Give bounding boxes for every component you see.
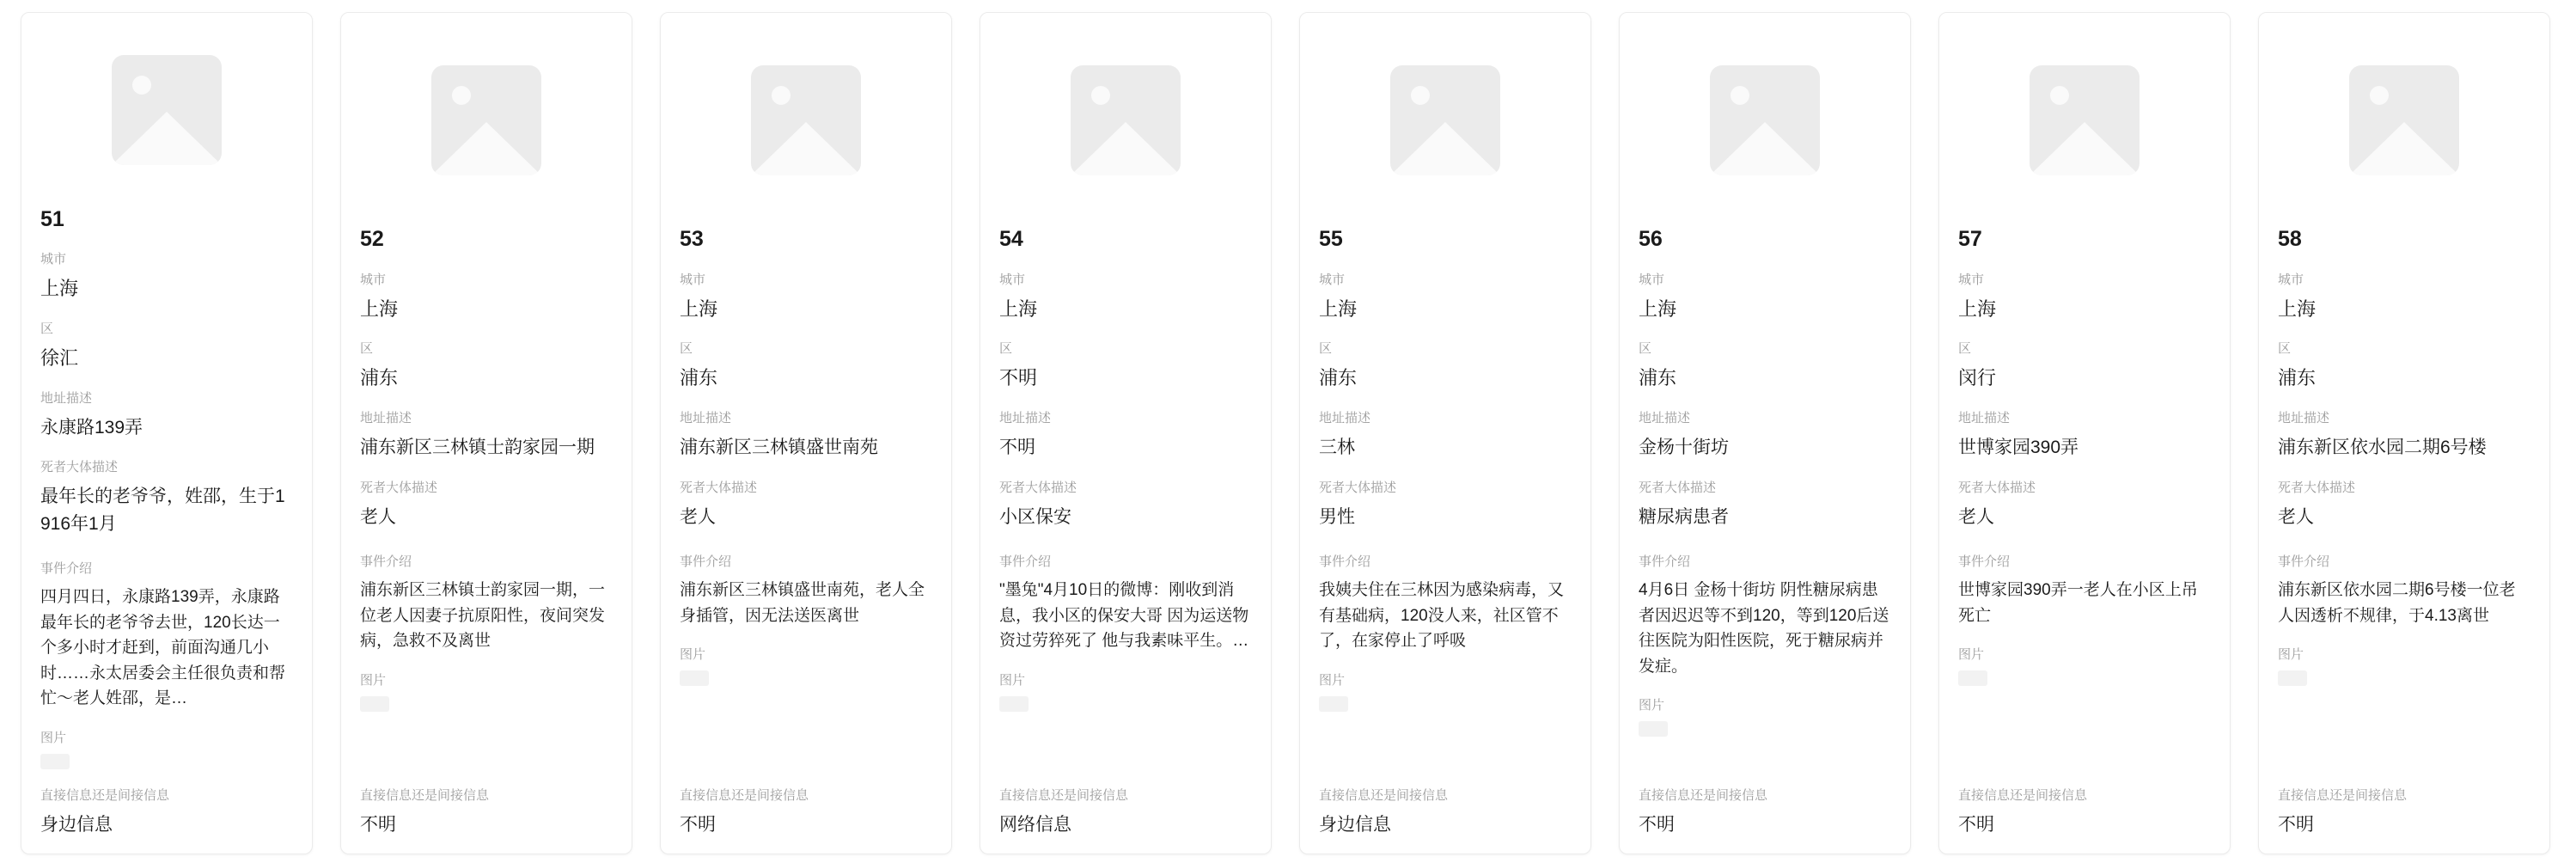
record-card-body: [1620, 228, 1910, 847]
field-label-city: 城市: [680, 272, 706, 287]
field-event-intro: [680, 553, 932, 628]
field-label-event-intro: 事件介绍: [40, 561, 93, 577]
record-id: 52: [360, 227, 384, 251]
field-value-district[interactable]: 浦东: [1639, 367, 1677, 389]
image-placeholder-icon: [112, 55, 222, 165]
record-card-55[interactable]: [1299, 12, 1591, 854]
image-mountain-shape: [1390, 122, 1500, 175]
image-mountain-shape: [112, 112, 222, 165]
field-label-body-desc: 死者大体描述: [1639, 480, 1717, 495]
field-city: [1319, 271, 1572, 323]
field-source: [1958, 786, 2211, 839]
field-label-image: 图片: [1319, 672, 1346, 688]
field-value-event-intro[interactable]: 四月四日，永康路139弄，永康路最年长的老爷爷去世，120长达一个多小时才赶到，前面沟通几小时……永太居委会主任很负责和帮忙～老人姓邵，是…: [40, 588, 286, 708]
field-district: [680, 340, 932, 392]
field-city: [999, 271, 1252, 323]
image-placeholder-icon: [431, 65, 541, 175]
field-value-district[interactable]: 浦东: [2278, 367, 2317, 389]
field-value-source[interactable]: 身边信息: [40, 814, 113, 835]
field-label-city: 城市: [1319, 272, 1346, 287]
field-value-district[interactable]: 不明: [999, 367, 1038, 389]
field-label-event-intro: 事件介绍: [1639, 554, 1691, 570]
field-event-intro: [2278, 553, 2530, 628]
field-label-image: 图片: [360, 672, 387, 688]
image-chip[interactable]: [360, 696, 389, 712]
field-label-body-desc: 死者大体描述: [999, 480, 1077, 495]
field-label-address-desc: 地址描述: [680, 411, 732, 426]
field-address-desc: [2278, 409, 2530, 462]
field-value-body-desc[interactable]: 糖尿病患者: [1639, 506, 1729, 527]
field-value-event-intro[interactable]: 浦东新区三林镇士韵家园一期，一位老人因妻子抗原阳性，夜间突发病，急救不及离世: [360, 581, 606, 651]
field-value-source[interactable]: 身边信息: [1319, 814, 1391, 835]
field-event-intro: [360, 553, 613, 653]
field-label-source: 直接信息还是间接信息: [1958, 787, 2088, 803]
field-label-body-desc: 死者大体描述: [1958, 480, 2036, 495]
record-id: 53: [680, 227, 704, 251]
image-placeholder-icon: [2349, 65, 2459, 175]
field-value-city[interactable]: 上海: [1639, 297, 1677, 320]
record-card-body: [21, 208, 312, 847]
field-address-desc: [40, 389, 293, 442]
field-value-city[interactable]: 上海: [40, 278, 79, 300]
field-label-address-desc: 地址描述: [40, 390, 93, 406]
record-id: 57: [1958, 227, 1982, 251]
field-address-desc: [360, 409, 613, 462]
record-card-body: [341, 228, 632, 847]
image-chip[interactable]: [1319, 696, 1348, 712]
field-image: [680, 646, 932, 686]
field-value-address-desc[interactable]: 浦东新区三林镇士韵家园一期: [360, 438, 595, 458]
record-card-51[interactable]: [21, 12, 313, 854]
field-value-source[interactable]: 不明: [1958, 814, 1994, 835]
record-id: 55: [1319, 227, 1343, 251]
record-card-53[interactable]: [660, 12, 952, 854]
field-label-source: 直接信息还是间接信息: [1319, 787, 1449, 803]
field-label-event-intro: 事件介绍: [680, 554, 732, 570]
field-label-image: 图片: [999, 672, 1026, 688]
field-body-desc: [360, 479, 613, 531]
field-label-city: 城市: [1639, 272, 1665, 287]
field-value-city[interactable]: 上海: [2278, 297, 2317, 320]
field-label-image: 图片: [1958, 647, 1985, 663]
field-label-district: 区: [1639, 341, 1652, 357]
field-value-event-intro[interactable]: 我姨夫住在三林因为感染病毒，又有基础病，120没人来，社区管不了，在家停止了呼吸: [1319, 581, 1565, 651]
field-label-image: 图片: [1639, 698, 1665, 713]
record-image-thumbnail[interactable]: [21, 13, 312, 208]
field-source: [680, 786, 932, 839]
field-label-source: 直接信息还是间接信息: [2278, 787, 2408, 803]
field-label-source: 直接信息还是间接信息: [360, 787, 490, 803]
field-label-image: 图片: [2278, 647, 2304, 663]
field-label-event-intro: 事件介绍: [999, 554, 1052, 570]
field-label-event-intro: 事件介绍: [1958, 554, 2011, 570]
record-id: 58: [2278, 227, 2302, 251]
field-body-desc: [40, 458, 293, 537]
field-event-intro: [1319, 553, 1572, 653]
field-image: [360, 671, 613, 712]
record-image-thumbnail[interactable]: [1620, 13, 1910, 228]
field-value-body-desc[interactable]: 老人: [1958, 506, 1994, 527]
field-image: [1958, 646, 2211, 686]
record-card-body: [980, 228, 1271, 847]
image-mountain-shape: [431, 122, 541, 175]
record-card-58[interactable]: [2258, 12, 2550, 854]
field-district: [1958, 340, 2211, 392]
field-value-source[interactable]: 不明: [360, 814, 396, 835]
field-label-source: 直接信息还是间接信息: [1639, 787, 1768, 803]
field-value-body-desc[interactable]: 老人: [360, 506, 396, 527]
field-image: [40, 729, 293, 769]
field-value-source[interactable]: 不明: [2278, 814, 2314, 835]
field-label-district: 区: [40, 321, 54, 336]
field-value-address-desc[interactable]: 浦东新区三林镇盛世南苑: [680, 438, 878, 458]
record-image-thumbnail[interactable]: [1300, 13, 1590, 228]
image-chip[interactable]: [1639, 721, 1668, 737]
field-label-city: 城市: [2278, 272, 2304, 287]
record-card-56[interactable]: [1619, 12, 1911, 854]
record-id: 54: [999, 227, 1023, 251]
field-value-event-intro[interactable]: 4月6日 金杨十街坊 阴性糖尿病患者因迟迟等不到120，等到120后送往医院为阳性医院，死于糖尿病并发症。: [1639, 581, 1889, 676]
field-value-address-desc[interactable]: 三林: [1319, 438, 1355, 458]
field-image: [1319, 671, 1572, 712]
field-label-event-intro: 事件介绍: [1319, 554, 1371, 570]
field-city: [1639, 271, 1891, 323]
image-chip[interactable]: [40, 754, 70, 769]
field-value-body-desc[interactable]: 老人: [680, 506, 716, 527]
record-id: 51: [40, 206, 64, 231]
field-district: [2278, 340, 2530, 392]
record-card-body: [1939, 228, 2230, 847]
field-value-city[interactable]: 上海: [360, 297, 399, 320]
field-label-body-desc: 死者大体描述: [360, 480, 438, 495]
field-value-event-intro[interactable]: 浦东新区三林镇盛世南苑，老人全身插管，因无法送医离世: [680, 581, 925, 625]
field-event-intro: [999, 553, 1252, 653]
field-city: [40, 250, 293, 303]
field-district: [1639, 340, 1891, 392]
field-label-district: 区: [1319, 341, 1333, 357]
field-label-address-desc: 地址描述: [999, 411, 1052, 426]
field-body-desc: [1639, 479, 1891, 531]
record-card-body: [1300, 228, 1590, 847]
image-sun-dot: [452, 86, 471, 105]
record-image-thumbnail[interactable]: [2259, 13, 2549, 228]
image-sun-dot: [1411, 86, 1430, 105]
field-value-event-intro[interactable]: 世博家园390弄一老人在小区上吊死亡: [1958, 581, 2198, 625]
field-label-district: 区: [680, 341, 693, 357]
field-body-desc: [999, 479, 1252, 531]
field-value-body-desc[interactable]: 小区保安: [999, 506, 1071, 527]
field-body-desc: [1958, 479, 2211, 531]
image-mountain-shape: [1710, 122, 1820, 175]
image-chip[interactable]: [2278, 670, 2307, 686]
record-image-thumbnail[interactable]: [980, 13, 1271, 228]
image-sun-dot: [772, 86, 791, 105]
field-label-body-desc: 死者大体描述: [2278, 480, 2356, 495]
image-sun-dot: [2370, 86, 2389, 105]
field-city: [2278, 271, 2530, 323]
field-image: [2278, 646, 2530, 686]
field-label-district: 区: [2278, 341, 2292, 357]
field-value-address-desc[interactable]: 金杨十街坊: [1639, 438, 1729, 458]
image-chip[interactable]: [1958, 670, 1987, 686]
field-label-city: 城市: [999, 272, 1026, 287]
field-image: [999, 671, 1252, 712]
image-placeholder-icon: [1710, 65, 1820, 175]
field-label-body-desc: 死者大体描述: [680, 480, 758, 495]
field-label-source: 直接信息还是间接信息: [40, 787, 170, 803]
field-value-body-desc[interactable]: 最年长的老爷爷，姓邵，生于1916年1月: [40, 487, 285, 534]
record-card-52[interactable]: [340, 12, 632, 854]
field-body-desc: [2278, 479, 2530, 531]
field-label-address-desc: 地址描述: [1958, 411, 2011, 426]
field-event-intro: [1958, 553, 2211, 628]
field-address-desc: [999, 409, 1252, 462]
field-city: [360, 271, 613, 323]
image-mountain-shape: [2349, 122, 2459, 175]
field-label-city: 城市: [40, 252, 67, 267]
image-chip[interactable]: [999, 696, 1029, 712]
field-label-address-desc: 地址描述: [1319, 411, 1371, 426]
image-placeholder-icon: [2030, 65, 2140, 175]
field-event-intro: [1639, 553, 1891, 679]
record-card-54[interactable]: [980, 12, 1272, 854]
field-value-body-desc[interactable]: 老人: [2278, 506, 2314, 527]
field-label-source: 直接信息还是间接信息: [680, 787, 809, 803]
image-placeholder-icon: [1071, 65, 1181, 175]
record-card-body: [661, 228, 951, 847]
field-address-desc: [1319, 409, 1572, 462]
field-value-address-desc[interactable]: 世博家园390弄: [1958, 438, 2079, 458]
field-body-desc: [1319, 479, 1572, 531]
field-value-city[interactable]: 上海: [1319, 297, 1358, 320]
image-mountain-shape: [2030, 122, 2140, 175]
field-label-city: 城市: [360, 272, 387, 287]
field-source: [40, 786, 293, 839]
field-label-address-desc: 地址描述: [2278, 411, 2330, 426]
field-value-city[interactable]: 上海: [999, 297, 1038, 320]
field-value-city[interactable]: 上海: [680, 297, 718, 320]
image-mountain-shape: [1071, 122, 1181, 175]
field-label-city: 城市: [1958, 272, 1985, 287]
field-value-district[interactable]: 浦东: [1319, 367, 1358, 389]
field-source: [1319, 786, 1572, 839]
field-value-district[interactable]: 闵行: [1958, 367, 1997, 389]
field-city: [1958, 271, 2211, 323]
field-value-source[interactable]: 网络信息: [999, 814, 1071, 835]
image-sun-dot: [2050, 86, 2069, 105]
field-label-address-desc: 地址描述: [1639, 411, 1691, 426]
image-placeholder-icon: [751, 65, 861, 175]
field-source: [2278, 786, 2530, 839]
field-label-district: 区: [999, 341, 1013, 357]
field-label-event-intro: 事件介绍: [2278, 554, 2330, 570]
field-value-district[interactable]: 徐汇: [40, 346, 79, 369]
image-sun-dot: [1731, 86, 1749, 105]
field-body-desc: [680, 479, 932, 531]
field-value-body-desc[interactable]: 男性: [1319, 506, 1355, 527]
field-label-district: 区: [1958, 341, 1972, 357]
field-value-city[interactable]: 上海: [1958, 297, 1997, 320]
image-mountain-shape: [751, 122, 861, 175]
field-value-source[interactable]: 不明: [680, 814, 716, 835]
field-value-event-intro[interactable]: 浦东新区依水园二期6号楼一位老人因透析不规律，于4.13离世: [2278, 581, 2516, 625]
field-value-address-desc[interactable]: 浦东新区依水园二期6号楼: [2278, 438, 2487, 458]
image-sun-dot: [132, 76, 151, 95]
field-district: [1319, 340, 1572, 392]
field-source: [360, 786, 613, 839]
field-district: [999, 340, 1252, 392]
field-district: [360, 340, 613, 392]
field-label-image: 图片: [40, 730, 67, 745]
field-source: [1639, 786, 1891, 839]
image-chip[interactable]: [680, 670, 709, 686]
field-label-source: 直接信息还是间接信息: [999, 787, 1129, 803]
field-district: [40, 320, 293, 372]
record-id: 56: [1639, 227, 1663, 251]
field-value-district[interactable]: 浦东: [680, 367, 718, 389]
field-label-body-desc: 死者大体描述: [40, 460, 119, 475]
record-card-57[interactable]: [1938, 12, 2231, 854]
field-label-district: 区: [360, 341, 374, 357]
record-image-thumbnail[interactable]: [341, 13, 632, 228]
field-value-district[interactable]: 浦东: [360, 367, 399, 389]
record-image-thumbnail[interactable]: [661, 13, 951, 228]
field-value-address-desc[interactable]: 永康路139弄: [40, 417, 143, 438]
image-placeholder-icon: [1390, 65, 1500, 175]
field-address-desc: [1639, 409, 1891, 462]
image-sun-dot: [1091, 86, 1110, 105]
field-source: [999, 786, 1252, 839]
field-label-event-intro: 事件介绍: [360, 554, 412, 570]
field-event-intro: [40, 560, 293, 711]
field-label-image: 图片: [680, 647, 706, 663]
field-value-event-intro[interactable]: "墨兔"4月10日的微博：刚收到消息，我小区的保安大哥 因为运送物资过劳猝死了 他与我素味平生。…: [999, 581, 1249, 651]
field-label-address-desc: 地址描述: [360, 411, 412, 426]
record-card-body: [2259, 228, 2549, 847]
field-city: [680, 271, 932, 323]
field-image: [1639, 696, 1891, 737]
field-value-source[interactable]: 不明: [1639, 814, 1675, 835]
field-address-desc: [680, 409, 932, 462]
field-value-address-desc[interactable]: 不明: [999, 438, 1035, 458]
field-label-body-desc: 死者大体描述: [1319, 480, 1397, 495]
record-image-thumbnail[interactable]: [1939, 13, 2230, 228]
field-address-desc: [1958, 409, 2211, 462]
